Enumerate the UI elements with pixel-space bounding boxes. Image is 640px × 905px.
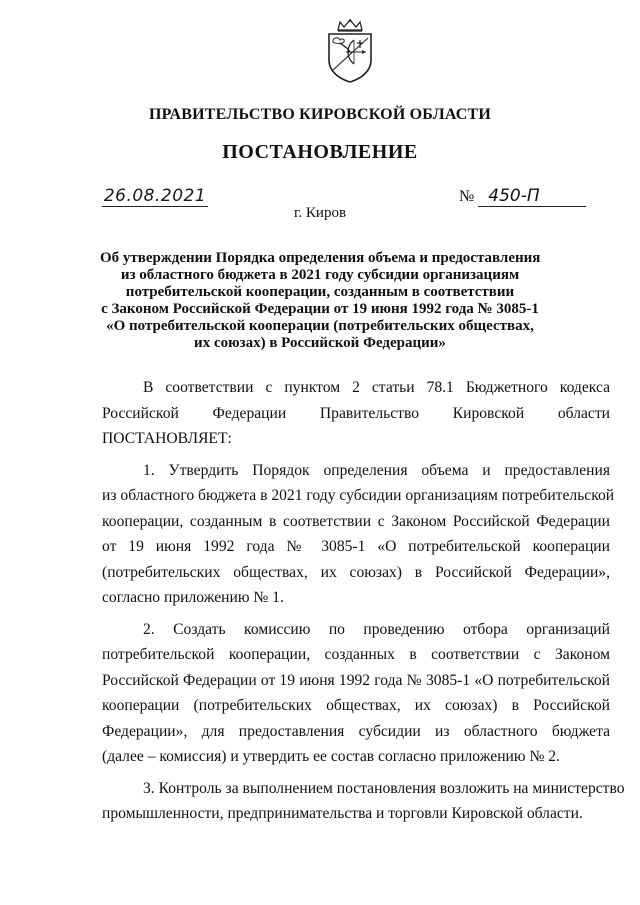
body-line: потребительской кооперации, созданных в соответствии с Законом: [102, 646, 610, 663]
body-line: Российской Федерации от 19 июня 1992 года № 3085-1 «О потребительской: [102, 671, 610, 689]
doc-body: [102, 375, 625, 827]
doc-date: 26.08.2021: [103, 186, 207, 206]
doc-number: 450-П: [478, 186, 586, 207]
paragraph-3: [102, 776, 625, 827]
doc-type: ПОСТАНОВЛЕНИЕ: [222, 141, 418, 163]
body-line: из областного бюджета в 2021 году субсидии организациям потребительской: [102, 487, 615, 504]
body-line: согласно приложению № 1.: [102, 589, 284, 606]
body-line: кооперации (потребительских обществах, их союзах) в Российской: [102, 697, 610, 714]
subject-line: из областного бюджета в 2021 году субсидии организациям: [120, 267, 520, 283]
subject-line: с Законом Российской Федерации от 19 июня 1992 года № 3085-1: [101, 301, 539, 317]
subject-line: Об утверждении Порядка определения объема и предоставления: [100, 250, 541, 266]
body-line: 3. Контроль за выполнением постановления возложить на министерство: [143, 779, 625, 797]
body-line: от 19 июня 1992 года № 3085-1 «О потребительской кооперации: [102, 538, 610, 555]
kirov-coat-of-arms-icon: [324, 18, 376, 84]
doc-subject: [100, 250, 540, 352]
subject-line: «О потребительской кооперации (потребительских обществах,: [106, 318, 534, 334]
body-line: Российской Федерации Правительство Кировской области: [102, 404, 610, 422]
paragraph-preamble: [102, 375, 610, 452]
number-sign: №: [459, 188, 475, 205]
body-line: 1. Утвердить Порядок определения объема и предоставления: [143, 461, 610, 479]
body-line: В соответствии с пунктом 2 статьи 78.1 Бюджетного кодекса: [143, 379, 610, 396]
paragraph-2: [102, 617, 610, 770]
city: г. Киров: [293, 205, 347, 221]
body-line: кооперации, созданным в соответствии с Законом Российской Федерации: [102, 512, 610, 530]
body-line: (потребительских обществах, их союзах) в Российской Федерации»,: [102, 563, 610, 581]
body-line: ПОСТАНОВЛЯЕТ:: [102, 430, 232, 447]
subject-line: потребительской кооперации, созданным в соответствии: [125, 284, 515, 300]
body-line: промышленности, предпринимательства и торговли Кировской области.: [102, 805, 583, 822]
paragraph-1: [102, 458, 615, 611]
body-line: Федерации», для предоставления субсидии из областного бюджета: [102, 722, 610, 740]
org-name: ПРАВИТЕЛЬСТВО КИРОВСКОЙ ОБЛАСТИ: [148, 106, 492, 123]
subject-line: их союзах) в Российской Федерации»: [194, 335, 446, 351]
body-line: (далее – комиссия) и утвердить ее состав согласно приложению № 2.: [102, 748, 560, 765]
body-line: 2. Создать комиссию по проведению отбора организаций: [143, 620, 610, 638]
